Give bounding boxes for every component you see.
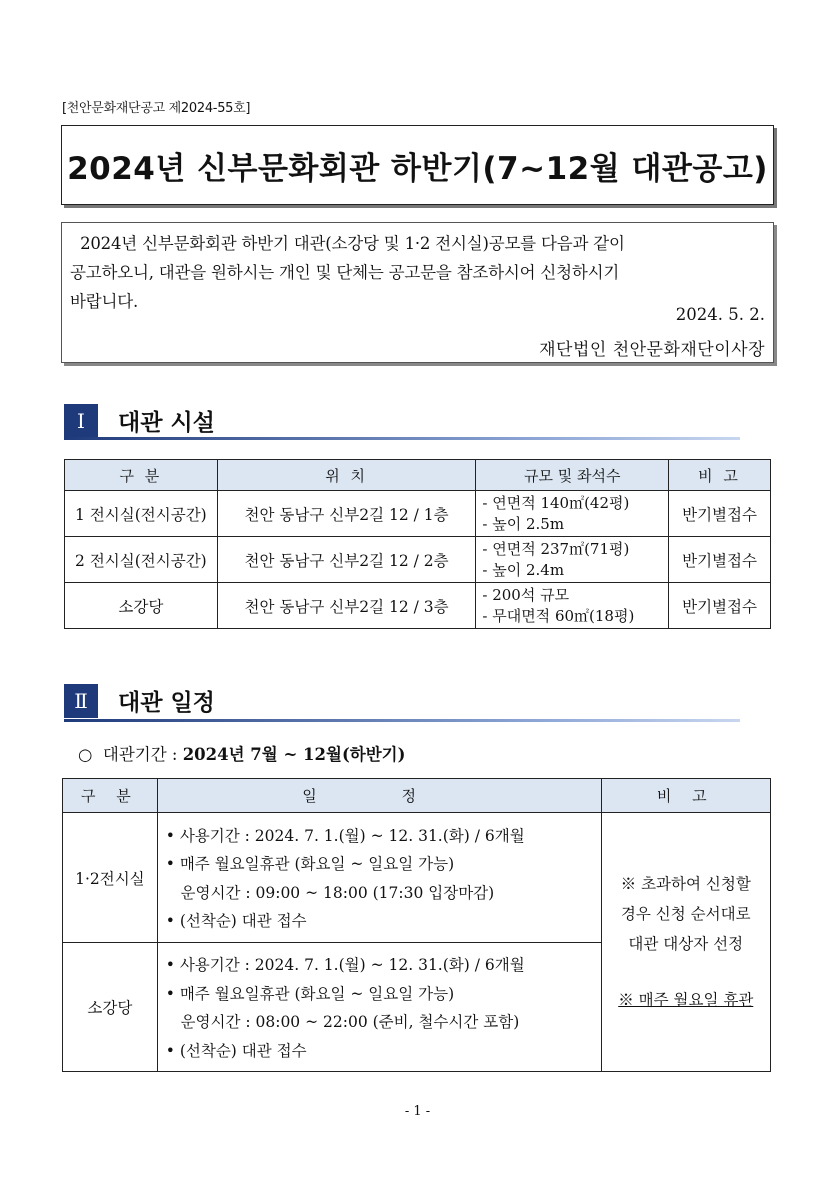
intro-line: 공고하오니, 대관을 원하시는 개인 및 단체는 공고문을 참조하시어 신청하시기 [70,263,620,282]
table-row [63,813,771,943]
schedule-item: • 매주 월요일휴관 (화요일 ~ 일요일 가능) [165,984,455,1003]
schedule-item: • 사용기간 : 2024. 7. 1.(월) ~ 12. 31.(화) / 6개월 [165,956,525,974]
page-number: - 1 - [404,1104,431,1119]
table-row [65,583,771,629]
venue-name: 1·2전시실 [63,813,158,943]
facility-note: 반기별접수 [669,583,771,629]
column-header: 구 분 [65,460,218,491]
schedule-note [601,813,771,1072]
rental-period [78,741,405,765]
column-header: 비 고 [601,779,771,813]
scale-line: - 200석 규모 [482,585,570,604]
notice-signature: 재단법인 천안문화재단이사장 [539,340,765,360]
facility-note: 반기별접수 [669,537,771,583]
facility-table [64,459,771,629]
note-line: ※ 초과하여 신청할 [620,875,751,893]
scale-line: - 연면적 237㎡(71평) [482,539,630,558]
column-header: 비 고 [669,460,771,491]
column-header: 규모 및 좌석수 [476,460,669,491]
section-number-badge: Ⅱ [64,684,98,718]
facility-name: 1 전시실(전시공간) [65,491,218,537]
schedule-table [62,778,771,1072]
section-underline [64,437,740,440]
facility-scale [476,491,669,537]
facility-location: 천안 동남구 신부2길 12 / 3층 [217,583,476,629]
schedule-item: • 사용기간 : 2024. 7. 1.(월) ~ 12. 31.(화) / 6개월 [165,826,525,845]
schedule-item: 운영시간 : 08:00 ~ 22:00 (준비, 철수시간 포함) [165,1013,520,1031]
page-title: 2024년 신부문화회관 하반기(7~12월 대관공고) [67,150,768,187]
schedule-item: • 매주 월요일휴관 (화요일 ~ 일요일 가능) [165,855,455,873]
period-label: ○ 대관기간 : [78,745,183,764]
facility-note: 반기별접수 [669,491,771,537]
intro-text [70,229,770,316]
section-title: 대관 시설 [118,410,215,436]
table-header-row [65,460,771,491]
scale-line: - 무대면적 60㎡(18평) [482,606,635,625]
table-row [65,491,771,537]
schedule-cell [157,813,601,943]
facility-name: 2 전시실(전시공간) [65,537,218,583]
scale-line: - 연면적 140㎡(42평) [482,493,630,512]
facility-scale [476,537,669,583]
scale-line: - 높이 2.4m [482,560,565,579]
note-emphasis: ※ 매주 월요일 휴관 [618,991,754,1009]
table-row [65,537,771,583]
table-header-row [63,779,771,813]
facility-location: 천안 동남구 신부2길 12 / 1층 [217,491,476,537]
note-line: 대관 대상자 선정 [628,935,744,953]
schedule-item: 운영시간 : 09:00 ~ 18:00 (17:30 입장마감) [165,883,495,902]
scale-line: - 높이 2.5m [482,514,565,533]
column-header: 구 분 [63,779,158,813]
section-underline [64,719,740,722]
venue-name: 소강당 [63,943,158,1072]
schedule-item: • (선착순) 대관 접수 [165,1041,307,1060]
note-line: 경우 신청 순서대로 [620,905,751,923]
period-value: 2024년 7월 ~ 12월(하반기) [182,745,406,764]
facility-scale [476,583,669,629]
facility-location: 천안 동남구 신부2길 12 / 2층 [217,537,476,583]
facility-name: 소강당 [65,583,218,629]
schedule-item: • (선착순) 대관 접수 [165,912,307,930]
section-number-badge: Ⅰ [64,404,98,438]
intro-line: 바랍니다. [70,292,139,311]
intro-line: 2024년 신부문화회관 하반기 대관(소강당 및 1·2 전시실)공모를 다음과 같이 [70,234,625,253]
title-box [61,125,774,205]
section-title: 대관 일정 [118,690,215,716]
schedule-cell [157,943,601,1072]
column-header: 일 정 [157,779,601,813]
column-header: 위 치 [217,460,476,491]
notice-reference: [천안문화재단공고 제2024-55호] [62,101,251,116]
notice-date: 2024. 5. 2. [675,305,765,324]
